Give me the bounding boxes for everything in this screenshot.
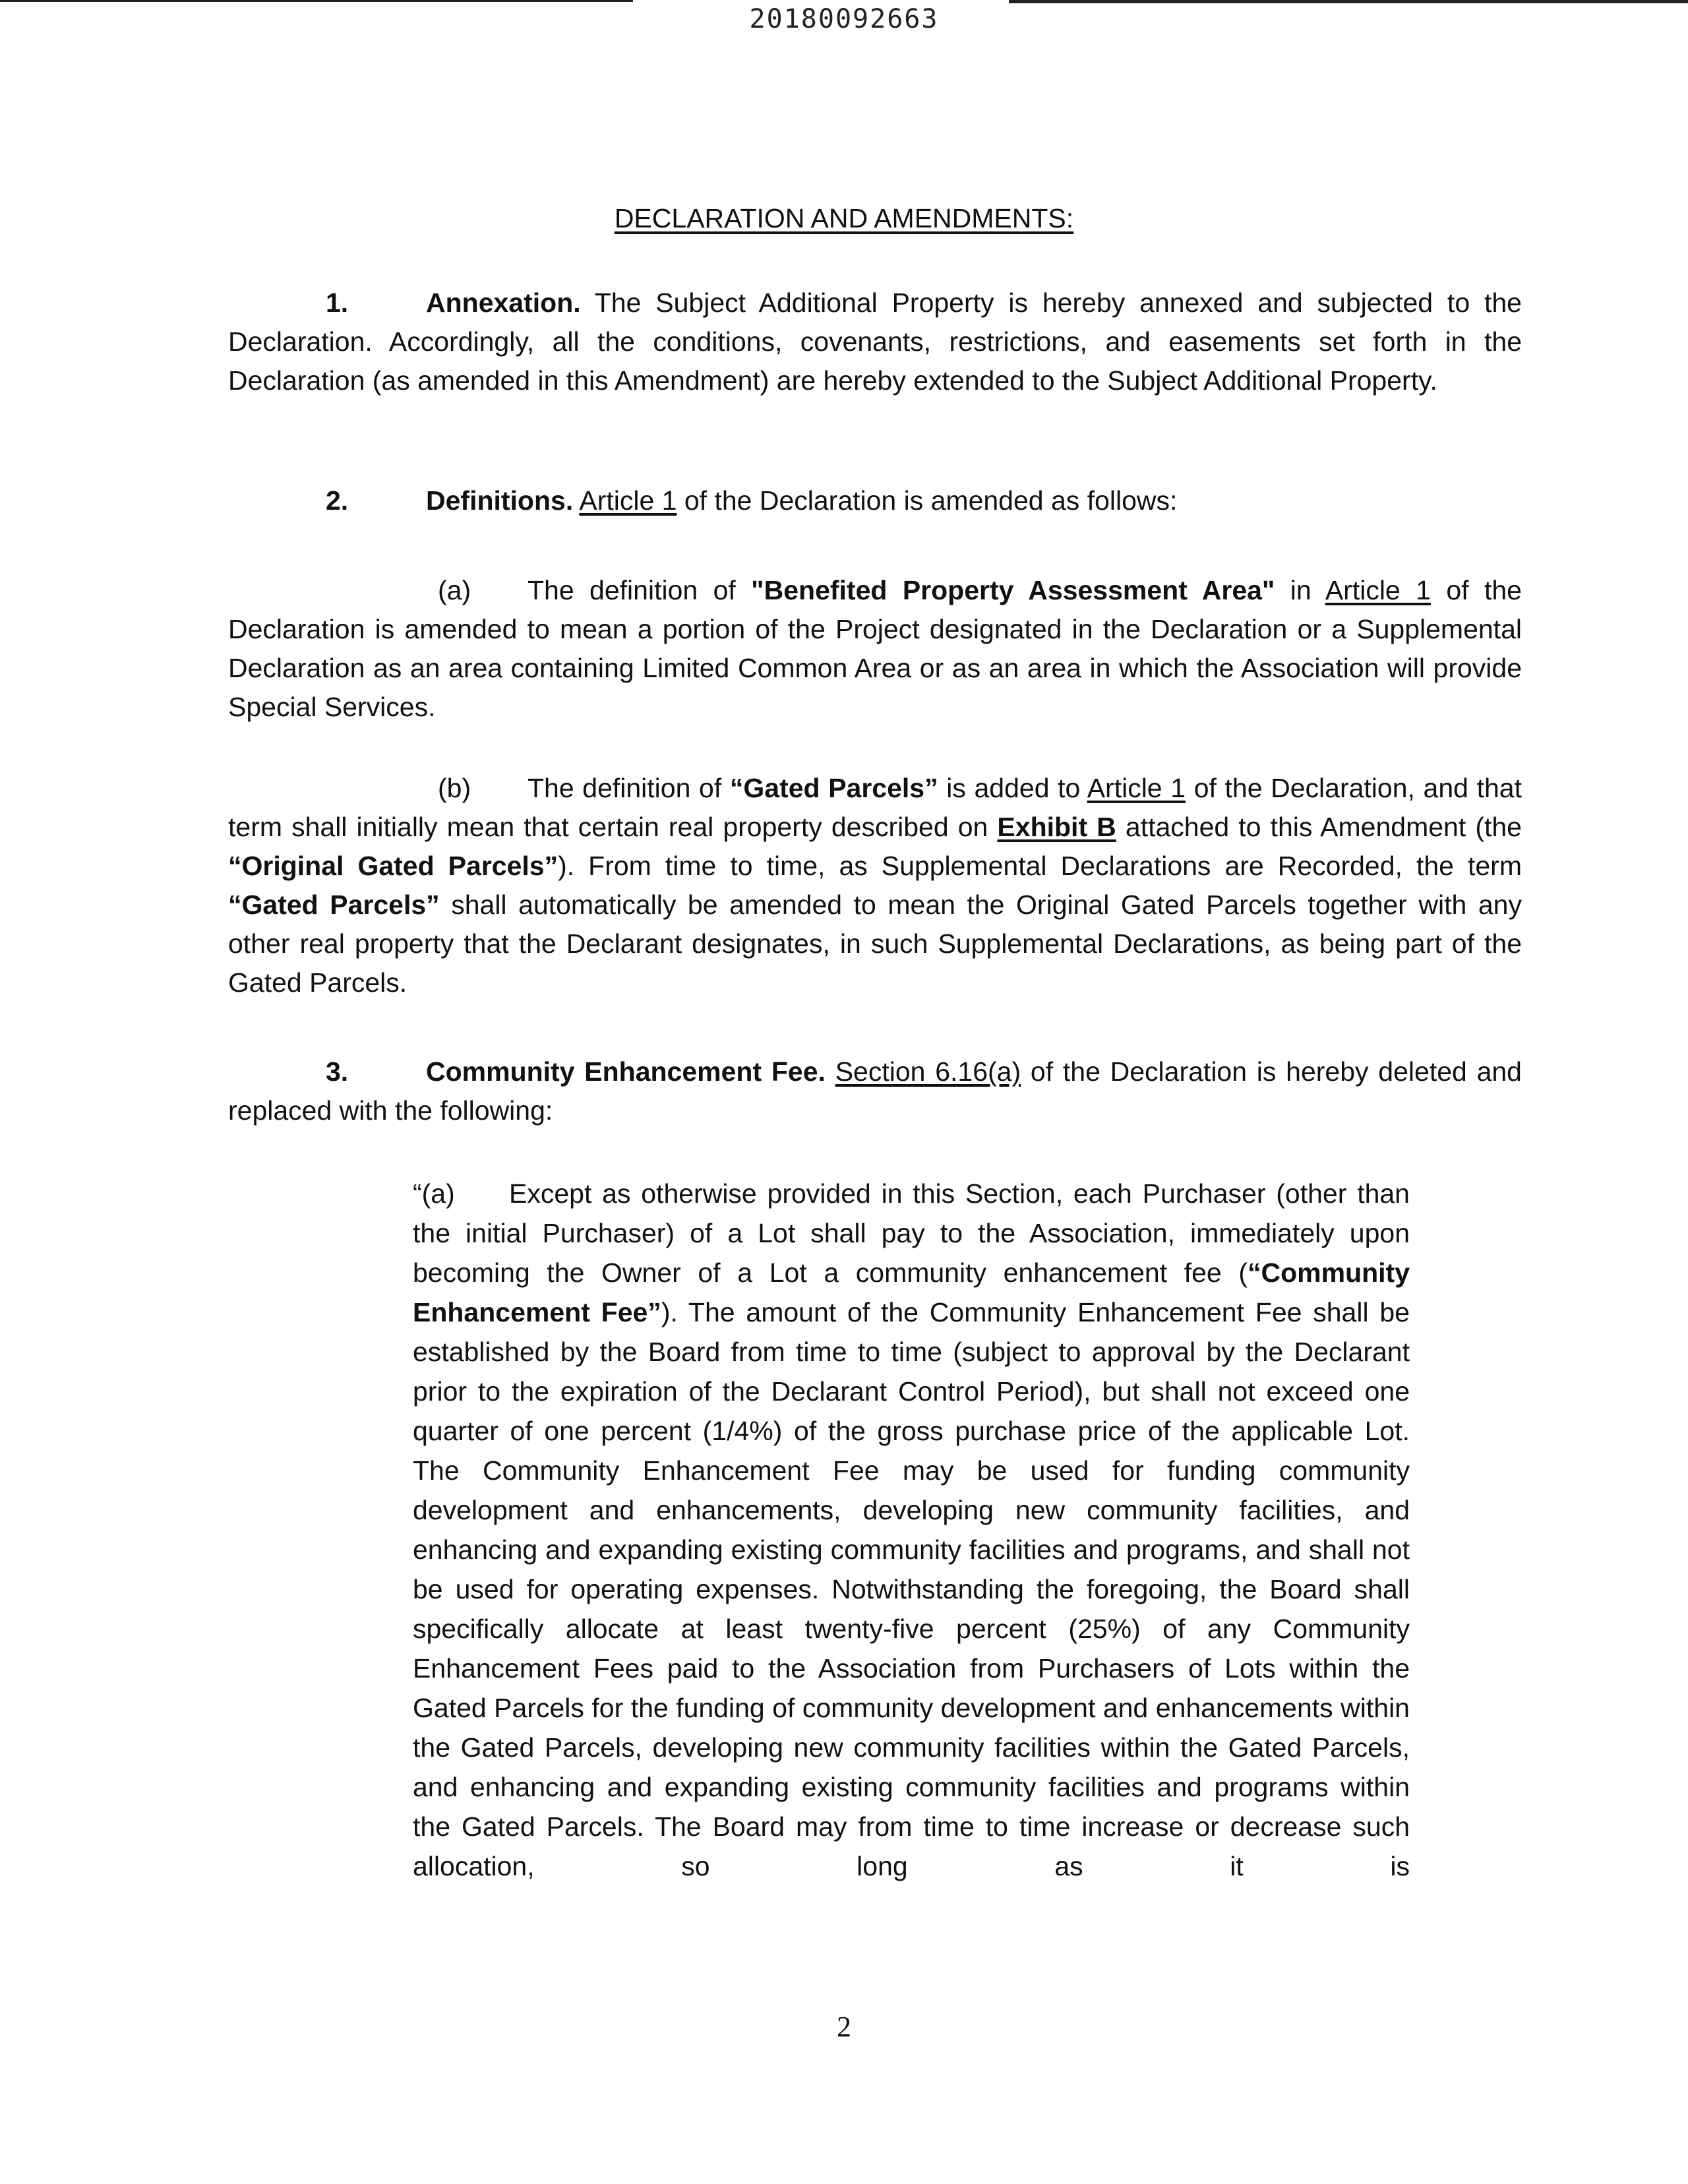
item-text: The definition of xyxy=(528,773,722,803)
defined-term: “Community Enhancement Fee” xyxy=(413,1258,1410,1327)
item-text: in xyxy=(1290,575,1311,605)
definition-item-a xyxy=(228,571,1522,727)
item-text: is added to xyxy=(946,773,1081,803)
section-heading: Annexation. xyxy=(426,288,581,318)
section-enhancement-fee xyxy=(228,1052,1522,1130)
scan-border-right xyxy=(1009,0,1688,3)
item-text: The definition of xyxy=(528,575,736,605)
section-text: of the Declaration is hereby deleted and replaced with the following: xyxy=(228,1056,1522,1126)
section-reference: Section 6.16(a) xyxy=(835,1056,1021,1087)
definition-item-b xyxy=(228,769,1522,1002)
exhibit-reference: Exhibit B xyxy=(997,812,1116,842)
section-text: of the Declaration is amended as follows: xyxy=(684,485,1178,516)
item-label: (b) xyxy=(438,773,471,803)
section-number: 3. xyxy=(326,1056,349,1087)
page-number: 2 xyxy=(837,2011,851,2043)
quote-text: ). The amount of the Community Enhancement Fee shall be established by the Board from time to time (subject to approval by the Declarant prior to the expiration of the Declarant Control Period), but shall not exceed one quarter of one percent (1/4%) of the gross purchase price of the applicable Lot. The Community Enhancement Fee may be used for funding community development and enhancements, developing new community facilities, and enhancing and expanding existing community facilities and programs, and shall not be used for operating expenses. Notwithstanding the foregoing, the Board shall specifically allocate at least twenty-five percent (25%) of any Community Enhancement Fees paid to the Association from Purchasers of Lots within the Gated Parcels for the funding of community development and enhancements within the Gated Parcels, developing new community facilities within the Gated Parcels, and enhancing and expanding existing community facilities and programs within the Gated Parcels. The Board may from time to time increase or decrease such allocation, so long as it is xyxy=(413,1297,1410,1881)
article-reference: Article 1 xyxy=(1087,773,1186,803)
document-number: 20180092663 xyxy=(749,4,939,34)
defined-term: "Benefited Property Assessment Area" xyxy=(751,575,1275,605)
quote-text: Except as otherwise provided in this Section, each Purchaser (other than the initial Purchaser) of a Lot shall pay to the Association, immediately upon becoming the Owner of a Lot a community enhancement fee ( xyxy=(413,1178,1410,1288)
page-title: DECLARATION AND AMENDMENTS: xyxy=(614,203,1074,233)
defined-term: “Gated Parcels” xyxy=(729,773,938,803)
item-label: (a) xyxy=(438,575,471,605)
defined-term: “Gated Parcels” xyxy=(228,890,440,920)
quoted-section-text xyxy=(413,1174,1410,1886)
article-reference: Article 1 xyxy=(579,485,677,516)
section-number: 1. xyxy=(326,288,349,318)
section-text: The Subject Additional Property is hereby annexed and subjected to the Declaration. Accordingly, all the conditions, covenants, restrictions, and easements set forth in the Declaration (as amended in this Amendment) are hereby extended to the Subject Additional Property. xyxy=(228,288,1522,396)
item-text: of the Declaration is amended to mean a portion of the Project designated in the Declaration or a Supplemental Declaration as an area containing Limited Common Area or as an area in which the Association will provide Special Services. xyxy=(228,575,1522,722)
defined-term: “Original Gated Parcels” xyxy=(228,851,558,881)
item-text: of the Declaration, and that term shall initially mean that certain real property described on xyxy=(228,773,1522,842)
section-heading: Community Enhancement Fee. xyxy=(426,1056,826,1087)
section-heading: Definitions. xyxy=(426,485,574,516)
article-reference: Article 1 xyxy=(1325,575,1431,605)
quote-label: “(a) xyxy=(413,1178,455,1209)
section-number: 2. xyxy=(326,485,349,516)
scan-border-left xyxy=(0,0,633,2)
section-annexation xyxy=(228,284,1522,400)
item-text: attached to this Amendment (the xyxy=(1125,812,1522,842)
item-text: ). From time to time, as Supplemental Declarations are Recorded, the term xyxy=(558,851,1522,881)
section-definitions xyxy=(228,481,1522,520)
item-text: shall automatically be amended to mean the Original Gated Parcels together with any other real property that the Declarant designates, in such Supplemental Declarations, as being part of the Gated Parcels. xyxy=(228,890,1522,998)
